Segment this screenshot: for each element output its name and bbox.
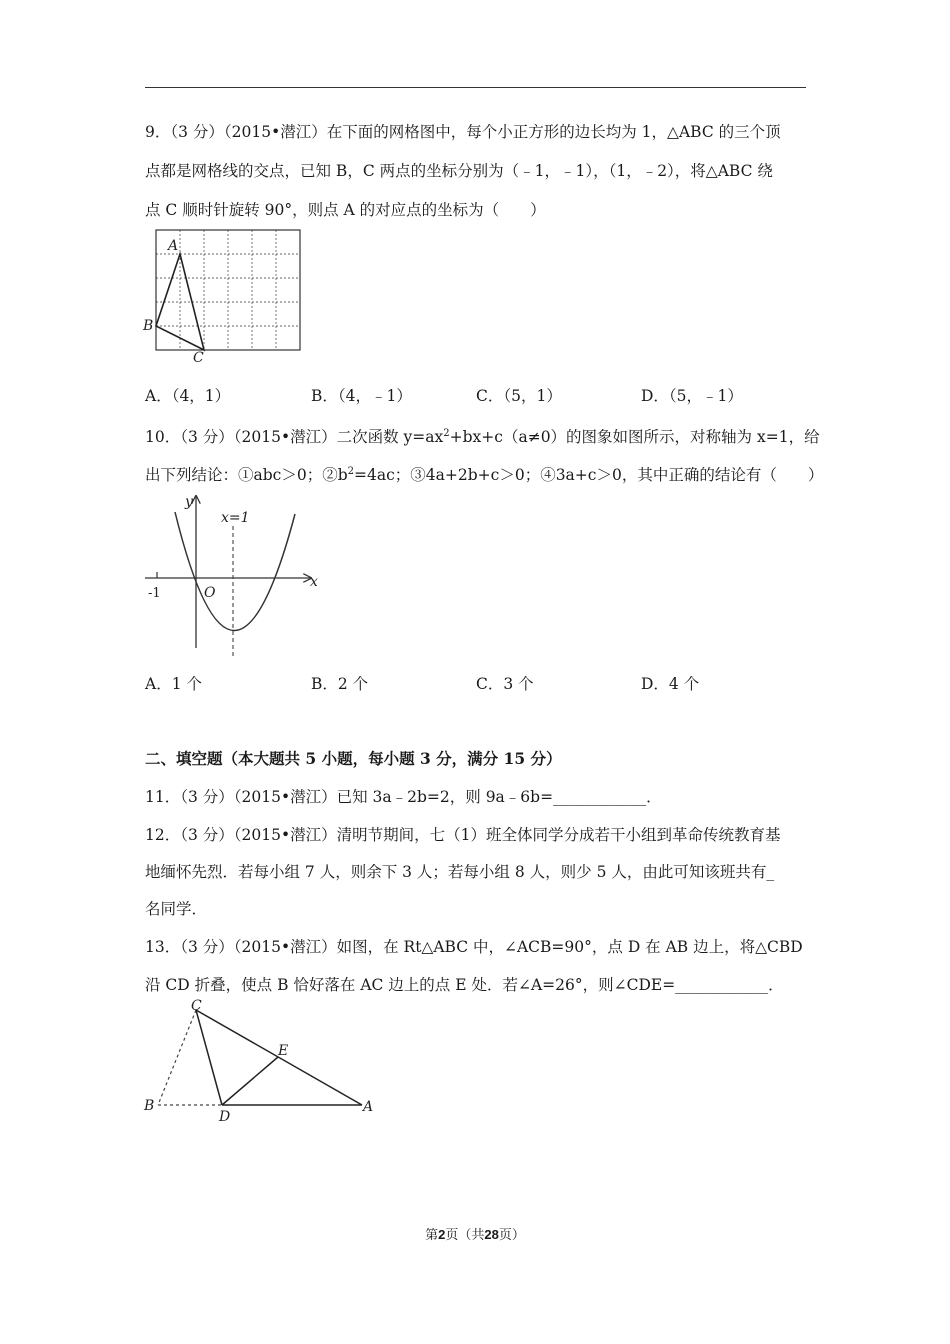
- q9-option-c: C．（5，1）: [476, 387, 562, 405]
- q10-option-a: A．1 个: [145, 675, 202, 693]
- q13-line-2: 沿 CD 折叠，使点 B 恰好落在 AC 边上的点 E 处．若∠A=26°，则∠CDE=____________．: [145, 976, 784, 994]
- q10-option-b: B．2 个: [311, 675, 369, 693]
- label-d: D: [219, 1109, 231, 1125]
- parabola-curve: [175, 512, 295, 631]
- q10-parabola-figure: [143, 488, 323, 664]
- q12-line-2: 地缅怀先烈．若每小组 7 人，则余下 3 人；若每小组 8 人，则少 5 人，由此可知该班共有_: [145, 863, 775, 881]
- label-b: B: [143, 318, 154, 334]
- label-c: C: [191, 998, 202, 1014]
- label-origin: O: [204, 585, 216, 601]
- q10-line-2: 出下列结论：①abc＞0；$②b^2=4ac$；③4a+2b+c＞0；④3a+c＞0，其中正确的结论有（ ）: [145, 466, 824, 485]
- q9-grid-figure: [142, 226, 306, 366]
- page-total: 28: [484, 1227, 499, 1242]
- q10-line-1: 10．（3 分）（2015•潜江）二次函数 $y=ax^2+bx+c(a\ne 0)$的图象如图所示，对称轴为 x=1，给: [145, 428, 820, 447]
- q10-option-c: C．3 个: [476, 675, 534, 693]
- page-footer: 第2页（共28页）: [425, 1227, 525, 1243]
- header-rule: [145, 87, 806, 88]
- label-neg1: -1: [148, 586, 161, 601]
- q9-option-d: D．（5，﹣1）: [641, 387, 743, 405]
- q13-triangle-figure: [140, 998, 380, 1124]
- q9-option-a: A．（4，1）: [145, 387, 231, 405]
- q11-line: 11．（3 分）（2015•潜江）已知 3a﹣2b=2，则 9a﹣6b=____________．: [145, 788, 662, 806]
- label-axis-eq: x=1: [221, 510, 250, 526]
- q10-option-d: D．4 个: [641, 675, 700, 693]
- label-a: A: [168, 238, 179, 254]
- q9-line-3: 点 C 顺时针旋转 90°，则点 A 的对应点的坐标为（ ）: [145, 201, 546, 219]
- q13-line-1: 13．（3 分）（2015•潜江）如图，在 Rt△ABC 中，∠ACB=90°，点 D 在 AB 边上，将△CBD: [145, 938, 803, 956]
- q9-line-1: 9．（3 分）（2015•潜江）在下面的网格图中，每个小正方形的边长均为 1，△ABC 的三个顶: [145, 123, 781, 141]
- segment-cb: [158, 1010, 196, 1105]
- label-e: E: [278, 1043, 289, 1059]
- label-c: C: [193, 350, 204, 366]
- label-b: B: [144, 1098, 155, 1114]
- q9-option-b: B．（4，﹣1）: [311, 387, 412, 405]
- label-x: x: [310, 574, 318, 590]
- q12-line-3: 名同学．: [145, 900, 208, 918]
- page-number: 2: [438, 1227, 446, 1242]
- q12-line-1: 12．（3 分）（2015•潜江）清明节期间，七（1）班全体同学分成若干小组到革命传统教育基: [145, 826, 781, 844]
- label-y: y: [185, 494, 193, 510]
- label-a: A: [363, 1099, 374, 1115]
- q9-line-2: 点都是网格线的交点，已知 B，C 两点的坐标分别为（﹣1，﹣1），（1，﹣2），将△ABC 绕: [145, 162, 773, 180]
- segment-cd: [196, 1010, 222, 1105]
- section-2-heading: 二、填空题（本大题共 5 小题，每小题 3 分，满分 15 分）: [145, 749, 562, 768]
- segment-de: [222, 1057, 278, 1105]
